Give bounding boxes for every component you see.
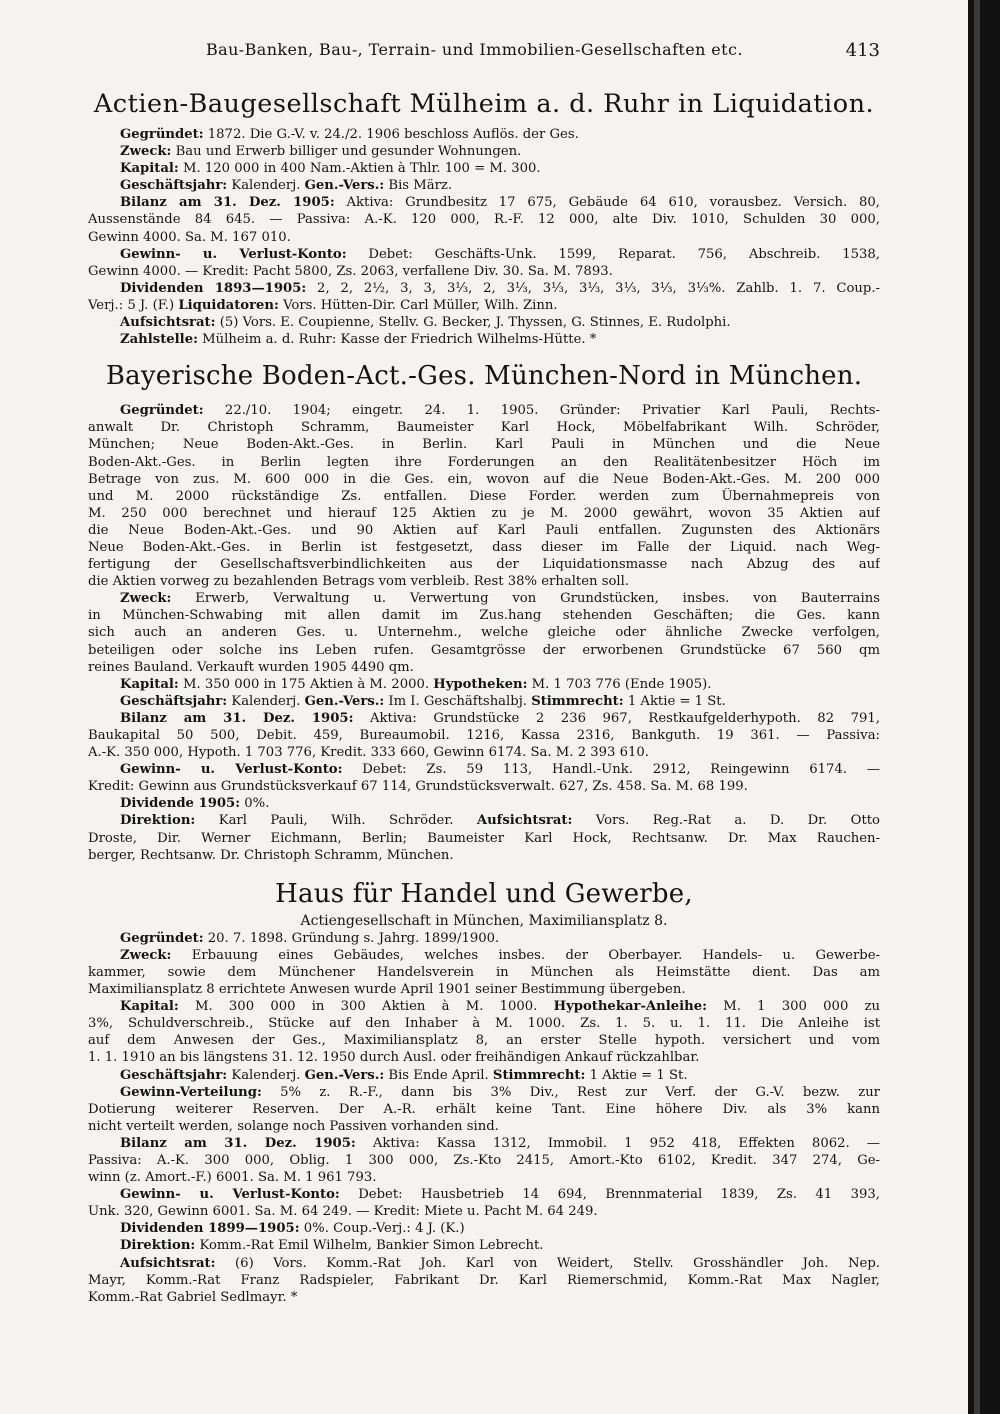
text-line: M. 250 000 berechnet und hierauf 125 Aktien zu je M. 2000 gewährt, wovon 35 Aktien auf (88, 505, 880, 521)
text-line: Dividenden 1899—1905: 0%. Coup.-Verj.: 4 J. (K.) (120, 1221, 465, 1237)
text-line: Gewinn 4000. — Kredit: Pacht 5800, Zs. 2063, verfallene Div. 30. Sa. M. 7893. (88, 263, 613, 279)
text-line: Geschäftsjahr: Kalenderj. Gen.-Vers.: Bis März. (120, 178, 453, 194)
section-title: Bayerische Boden-Act.-Ges. München-Nord in München. (105, 361, 863, 392)
text-line: sich auch an anderen Ges. u. Unternehm., welche gleiche oder ähnliche Zwecke verfolgen, (88, 625, 880, 641)
text-line: Zweck: Bau und Erwerb billiger und gesunder Wohnungen. (120, 144, 522, 160)
text-line: auf dem Anwesen der Ges., Maximiliansplatz 8, an erster Stelle hypoth. versichert und vom (88, 1033, 880, 1049)
text-line: Bilanz am 31. Dez. 1905: Aktiva: Grundbesitz 17 675, Gebäude 64 610, vorausbez. Versich. 80, (120, 195, 880, 211)
text-line: nicht verteilt werden, solange noch Passiven vorhanden sind. (88, 1118, 499, 1134)
text-line: Boden-Akt.-Ges. in Berlin legten ihre Forderungen an den Realitätenbesitzer Höch im (88, 454, 880, 470)
text-line: reines Bauland. Verkauft wurden 1905 4490 qm. (88, 659, 414, 675)
text-line: Gewinn- u. Verlust-Konto: Debet: Geschäfts-Unk. 1599, Reparat. 756, Abschreib. 1538, (120, 246, 880, 262)
text-line: fertigung der Gesellschaftsverbindlichkeiten aus der Liquidationsmasse nach Abzug des auf (88, 557, 880, 573)
text-line: anwalt Dr. Christoph Schramm, Baumeister Karl Hock, Möbelfabrikant Wilh. Schröder, (88, 420, 880, 436)
text-line: Betrage von zus. M. 600 000 in die Ges. ein, wovon auf die Neue Boden-Akt.-Ges. M. 200 000 (88, 471, 880, 487)
text-line: Bilanz am 31. Dez. 1905: Aktiva: Kassa 1312, Immobil. 1 952 418, Effekten 8062. — (120, 1135, 880, 1151)
text-line: Dividende 1905: 0%. (120, 796, 270, 812)
text-line: Aufsichtsrat: (6) Vors. Komm.-Rat Joh. Karl von Weidert, Stellv. Grosshändler Joh. Nep. (120, 1255, 880, 1271)
text-line: Aussenstände 84 645. — Passiva: A.-K. 120 000, R.-F. 12 000, alte Div. 1010, Schulden 30 000, (88, 212, 880, 228)
section-title: Haus für Handel und Gewerbe, (275, 878, 693, 909)
text-line: Geschäftsjahr: Kalenderj. Gen.-Vers.: Im I. Geschäftshalbj. Stimmrecht: 1 Aktie = 1 St. (120, 693, 726, 709)
text-line: A.-K. 350 000, Hypoth. 1 703 776, Kredit. 333 660, Gewinn 6174. Sa. M. 2 393 610. (88, 745, 649, 761)
text-line: Kredit: Gewinn aus Grundstücksverkauf 67 114, Grundstücksverwalt. 627, Zs. 458. Sa. M. 68 199. (88, 779, 748, 795)
text-line: Kapital: M. 120 000 in 400 Nam.-Aktien à Thlr. 100 = M. 300. (120, 161, 541, 177)
text-line: Dividenden 1893—1905: 2, 2, 2½, 3, 3, 3⅓, 2, 3⅓, 3⅓, 3⅓, 3⅓, 3⅓, 3⅓%. Zahlb. 1. 7. Coup.- (120, 280, 880, 296)
text-line: 1. 1. 1910 an bis längstens 31. 12. 1950 durch Ausl. oder freihändigen Ankauf rückzahlbar. (88, 1050, 700, 1066)
text-line: Gewinn- u. Verlust-Konto: Debet: Zs. 59 113, Handl.-Unk. 2912, Reingewinn 6174. — (120, 762, 880, 778)
text-line: Geschäftsjahr: Kalenderj. Gen.-Vers.: Bis Ende April. Stimmrecht: 1 Aktie = 1 St. (120, 1067, 688, 1083)
text-line: Direktion: Komm.-Rat Emil Wilhelm, Bankier Simon Lebrecht. (120, 1238, 544, 1254)
text-line: Komm.-Rat Gabriel Sedlmayr. * (88, 1289, 298, 1305)
page-header (88, 40, 880, 64)
section-body (88, 402, 880, 864)
page-number: 413 (845, 40, 880, 61)
text-line: und M. 2000 rückständige Zs. entfallen. Diese Forder. werden zum Übernahmepreis von (88, 488, 880, 504)
page-edge-shadow (968, 0, 1000, 1414)
text-line: Passiva: A.-K. 300 000, Oblig. 1 300 000, Zs.-Kto 2415, Amort.-Kto 6102, Kredit. 347 274, Ge- (88, 1152, 880, 1168)
section-body (88, 126, 880, 348)
text-line: Neue Boden-Akt.-Ges. in Berlin ist festgesetzt, dass dieser im Falle der Liquid. nach Weg- (88, 539, 880, 555)
text-line: Zahlstelle: Mülheim a. d. Ruhr: Kasse der Friedrich Wilhelms-Hütte. * (120, 332, 597, 348)
section-subtitle: Actiengesellschaft in München, Maximiliansplatz 8. (300, 912, 668, 929)
page-edge-band (974, 0, 980, 1414)
text-line: 3%, Schuldverschreib., Stücke auf den Inhaber à M. 1000. Zs. 1. 5. u. 1. 11. Die Anleihe ist (88, 1016, 880, 1032)
text-line: Zweck: Erwerb, Verwaltung u. Verwertung von Grundstücken, insbes. von Bauterrains (120, 591, 880, 607)
running-head: Bau-Banken, Bau-, Terrain- und Immobilien-Gesellschaften etc. (206, 40, 743, 59)
text-line: Gegründet: 22./10. 1904; eingetr. 24. 1. 1905. Gründer: Privatier Karl Pauli, Rechts- (120, 403, 880, 419)
text-line: Gewinn- u. Verlust-Konto: Debet: Hausbetrieb 14 694, Brennmaterial 1839, Zs. 41 393, (120, 1187, 880, 1203)
text-line: Gewinn 4000. Sa. M. 167 010. (88, 229, 291, 245)
text-line: kammer, sowie dem Münchener Handelsverein in München als Heimstätte dient. Das am (88, 964, 880, 980)
section-body (88, 930, 880, 1306)
text-line: München; Neue Boden-Akt.-Ges. in Berlin. Karl Pauli in München und die Neue (88, 437, 880, 453)
text-line: beteiligen oder solche ins Leben rufen. Gesamtgrösse der erworbenen Grundstücke 67 560 qm (88, 642, 880, 658)
text-line: winn (z. Amort.-F.) 6001. Sa. M. 1 961 793. (88, 1170, 377, 1186)
text-line: Dotierung weiterer Reserven. Der A.-R. erhält keine Tant. Eine höhere Div. als 3% kann (88, 1101, 880, 1117)
text-line: Mayr, Komm.-Rat Franz Radspieler, Fabrikant Dr. Karl Riemerschmid, Komm.-Rat Max Nagler, (88, 1272, 880, 1288)
text-line: Kapital: M. 350 000 in 175 Aktien à M. 2000. Hypotheken: M. 1 703 776 (Ende 1905). (120, 676, 712, 692)
text-line: Verj.: 5 J. (F.) Liquidatoren: Vors. Hütten-Dir. Carl Müller, Wilh. Zinn. (88, 297, 558, 313)
text-line: berger, Rechtsanw. Dr. Christoph Schramm, München. (88, 847, 454, 863)
text-column (88, 86, 880, 1306)
text-line: die Aktien vorweg zu bezahlenden Betrags vom verbleib. Rest 38% erhalten soll. (88, 574, 630, 590)
text-line: die Neue Boden-Akt.-Ges. und 90 Aktien auf Karl Pauli entfallen. Zugunsten des Aktionärs (88, 522, 880, 538)
text-line: Unk. 320, Gewinn 6001. Sa. M. 64 249. — Kredit: Miete u. Pacht M. 64 249. (88, 1204, 598, 1220)
text-line: Aufsichtsrat: (5) Vors. E. Coupienne, Stellv. G. Becker, J. Thyssen, G. Stinnes, E. Rudolphi. (120, 315, 731, 331)
text-line: Baukapital 50 500, Debit. 459, Bureaumobil. 1216, Kassa 2316, Bankguth. 19 361. — Passiva: (88, 728, 880, 743)
text-line: Zweck: Erbauung eines Gebäudes, welches insbes. der Oberbayer. Handels- u. Gewerbe- (120, 947, 880, 963)
text-line: Droste, Dir. Werner Eichmann, Berlin; Baumeister Karl Hock, Rechtsanw. Dr. Max Rauchen- (88, 830, 880, 846)
text-line: in München-Schwabing mit allen damit im Zus.hang stehenden Geschäften; die Ges. kann (88, 608, 880, 624)
section-title: Actien-Baugesellschaft Mülheim a. d. Ruhr in Liquidation. (93, 89, 875, 119)
text-line: Gewinn-Verteilung: 5% z. R.-F., dann bis 3% Div., Rest zur Verf. der G.-V. bezw. zur (120, 1084, 880, 1100)
text-line: Gegründet: 1872. Die G.-V. v. 24./2. 1906 beschloss Auflös. der Ges. (120, 127, 579, 142)
text-line: Bilanz am 31. Dez. 1905: Aktiva: Grundstücke 2 236 967, Restkaufgelderhypoth. 82 791, (120, 710, 880, 726)
text-line: Direktion: Karl Pauli, Wilh. Schröder. Aufsichtsrat: Vors. Reg.-Rat a. D. Dr. Otto (120, 813, 880, 829)
text-line: Maximiliansplatz 8 errichtete Anwesen wurde April 1901 seiner Bestimmung übergeben. (88, 982, 686, 998)
text-line: Kapital: M. 300 000 in 300 Aktien à M. 1000. Hypothekar-Anleihe: M. 1 300 000 zu (120, 999, 880, 1015)
text-line: Gegründet: 20. 7. 1898. Gründung s. Jahrg. 1899/1900. (120, 930, 500, 946)
